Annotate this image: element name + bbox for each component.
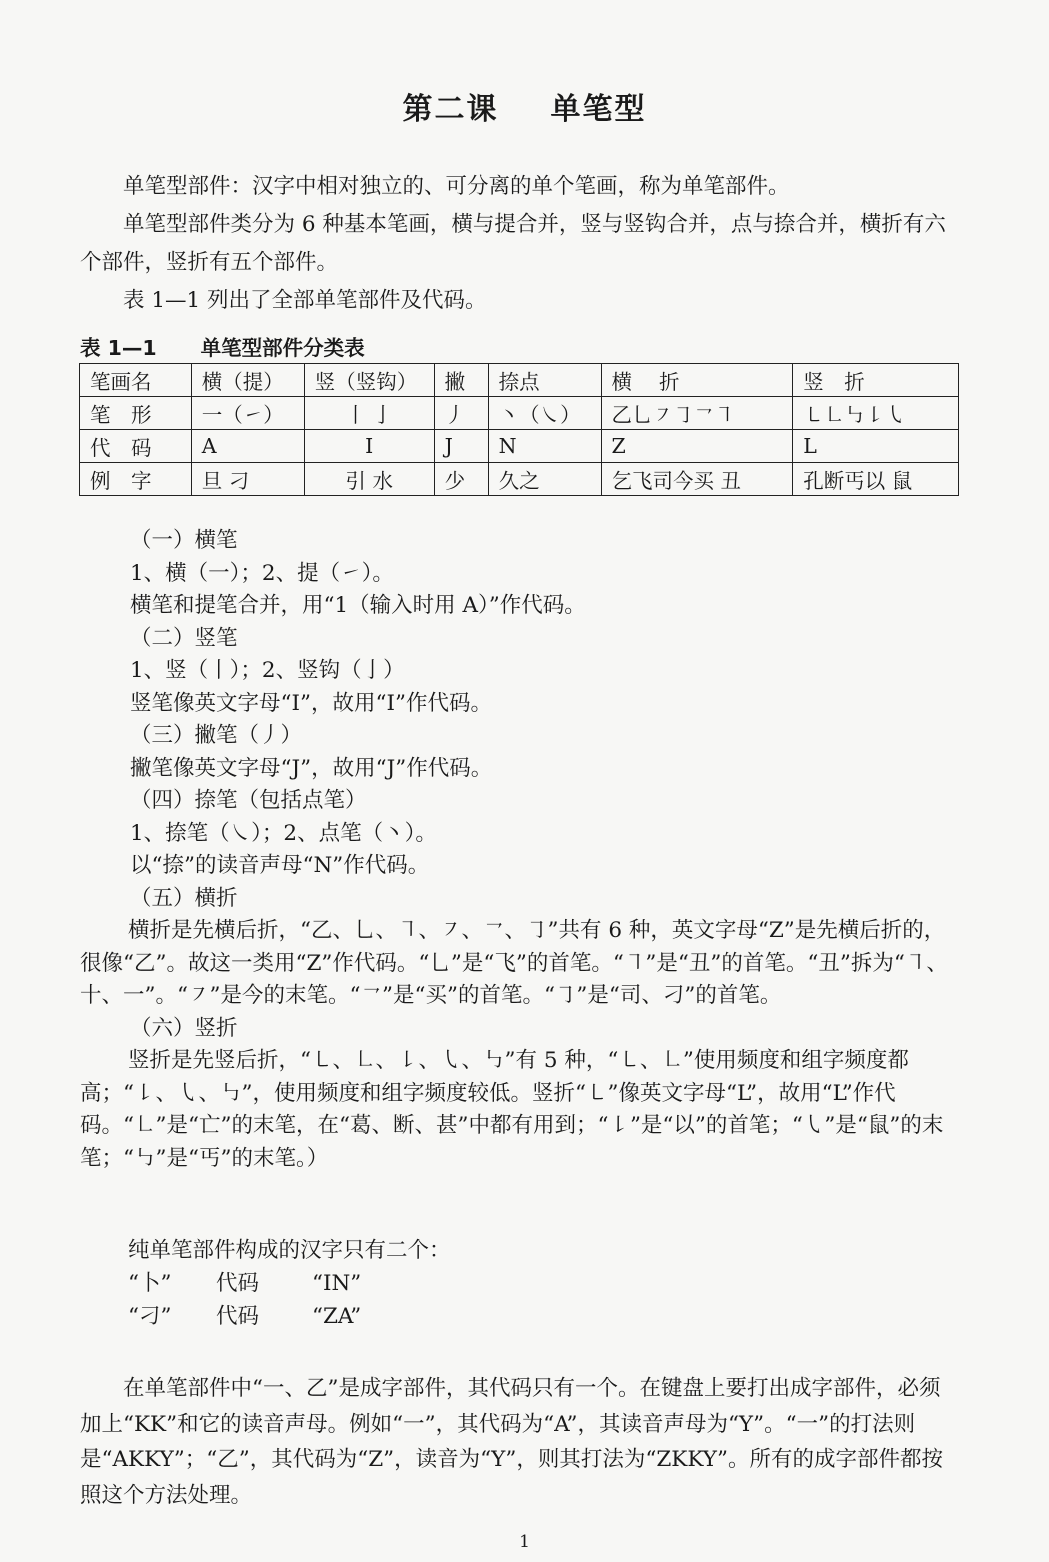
table-cell: 一（㇀） [191,397,304,430]
table-cell: A [191,430,304,463]
table-cell: 旦 刁 [191,463,304,496]
intro-paragraph: 单笔型部件：汉字中相对独立的、可分离的单个笔画，称为单笔部件。 [123,174,790,199]
table-cell: 丨 亅 [304,397,434,430]
closing-paragraph-block [80,1371,960,1513]
table-cell: 横（提） [191,364,304,397]
section-line: 以“捺”的读音声母“N”作代码。 [130,853,430,878]
table-row [80,430,959,463]
section-heading: （三）撇笔（丿） [130,723,303,748]
section-paragraph: 横折是先横后折，“乙、乚、㇕、㇇、㇖、㇆”共有 6 种，英文字母“Z”是先横后折的，很像“乙”。故这一类用“Z”作代码。“乚”是“飞”的首笔。“㇕”是“丑”的首笔。“丑”拆为“㇕、十、一”。“㇇”是今的末笔。“㇖”是“买”的首笔。“㇆”是“司、刁”的首笔。 [80,918,948,1008]
pure-item-code: “ZA” [312,1304,362,1329]
pure-item-char: “刁” [128,1304,172,1329]
page-title [0,84,1049,128]
section-heading: （二）竖笔 [130,625,238,651]
pure-intro: 纯单笔部件构成的汉字只有二个： [128,1238,451,1263]
table-cell: J [434,430,488,463]
intro-paragraph: 表 1—1 列出了全部单笔部件及代码。 [123,288,487,313]
table-row [80,463,959,496]
table-cell: 孔断丐以 鼠 [793,463,959,496]
table-cell: 笔画名 [80,364,192,397]
table-cell: 横 折 [601,364,793,397]
page-number: 1 [519,1532,530,1552]
section-heading: （五）横折 [130,885,238,911]
table-cell: 代 码 [80,430,192,463]
pure-item [80,1267,960,1300]
section-heading: （四）捺笔（包括点笔） [130,788,367,813]
table-row [80,397,959,430]
section-line: 1、横（一）；2、提（㇀）。 [130,560,394,586]
pure-single-stroke-chars [80,1234,960,1333]
closing-paragraph: 在单笔部件中“一、乙”是成字部件，其代码只有一个。在键盘上要打出成字部件，必须加上“KK”和它的读音声母。例如“一”，其代码为“A”，其读音声母为“Y”。“一”的打法则是“AKKY”；“乙”，其代码为“Z”，读音为“Y”，则其打法为“ZKKY”。所有的成字部件都按照这个方法处理。 [80,1376,943,1508]
section-line: 1、捺笔（㇏）；2、点笔（丶）。 [130,820,437,846]
section-paragraph: 竖折是先竖后折，“㇄、㇗、㇙、㇂、㇉”有 5 种，“㇄、㇗”使用频度和组字频度都高；“㇙、㇂、㇉”，使用频度和组字频度较低。竖折“㇄”像英文字母“L”，故用“L”作代码。“㇗”是“亡”的末笔，在“葛、断、甚”中都有用到；“㇙”是“以”的首笔；“㇂”是“鼠”的末笔；“㇉”是“丐”的末笔。） [80,1048,944,1171]
table-caption-title: 单笔型部件分类表 [200,336,365,360]
table-cell: 笔 形 [80,397,192,430]
table-row [80,364,959,397]
table-cell: 引 水 [304,463,434,496]
table-cell: 例 字 [80,463,192,496]
table-cell: 久之 [488,463,601,496]
pure-item-label: 代码 [216,1304,260,1329]
section-heading: （一）横笔 [130,528,238,553]
section-line: 1、竖（丨）；2、竖钩（亅） [130,658,405,683]
title-lesson: 第二课 [402,92,499,127]
table-cell: 竖 折 [793,364,959,397]
table-cell: 乞飞司今买 丑 [601,463,793,496]
intro-paragraphs [80,168,960,320]
table-cell: 丿 [434,397,488,430]
section-line: 竖笔像英文字母“I”，故用“I”作代码。 [130,690,492,716]
section-line: 撇笔像英文字母“J”，故用“J”作代码。 [130,755,493,781]
table-cell: 撇 [434,364,488,397]
stroke-sections [80,525,960,1175]
table-cell: 捺点 [488,364,601,397]
table-cell: L [793,430,959,463]
pure-item-code: “IN” [312,1271,362,1296]
table-cell: I [304,430,434,463]
stroke-classification-table [79,363,959,496]
table-cell: ㇄㇗㇉㇙㇂ [793,397,959,430]
table-cell: 乙乚㇇㇆㇖㇕ [601,397,793,430]
section-heading: （六）竖折 [130,1015,238,1041]
table-caption [80,331,365,361]
pure-item-char: “卜” [128,1271,172,1296]
table-caption-number: 表 1—1 [80,336,157,360]
table-cell: N [488,430,601,463]
title-topic: 单笔型 [550,92,647,127]
table-cell: 丶（㇏） [488,397,601,430]
table-cell: 竖（竖钩） [304,364,434,397]
pure-item [80,1300,960,1333]
table-cell: 少 [434,463,488,496]
section-line: 横笔和提笔合并，用“1（输入时用 A）”作代码。 [130,593,586,618]
pure-item-label: 代码 [216,1271,260,1296]
intro-paragraph: 单笔型部件类分为 6 种基本笔画，横与提合并，竖与竖钩合并，点与捺合并，横折有六个部件，竖折有五个部件。 [80,212,946,275]
table-cell: Z [601,430,793,463]
